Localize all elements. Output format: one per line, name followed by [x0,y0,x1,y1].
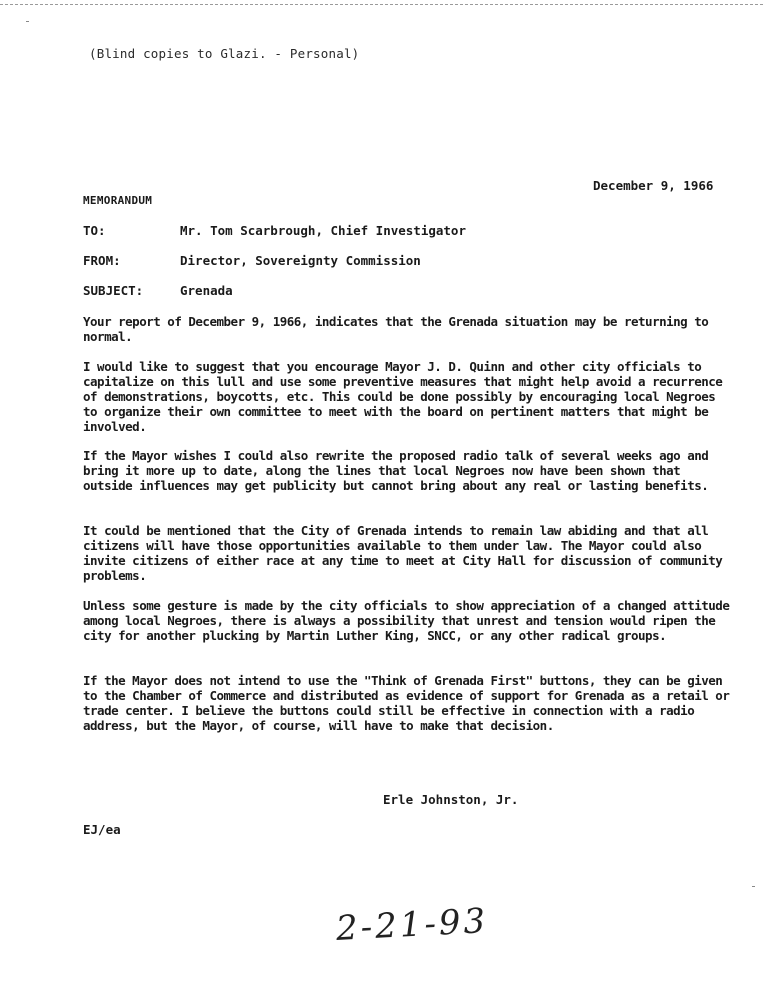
body-paragraph: If the Mayor does not intend to use the "Think of Grenada First" buttons, they can be given to the Chamber of Commerce and distributed as evidence of support for Grenada as a retail or trade center. I believe the buttons could still be effective in connection with a radio address, but the Mayor, of course, will have to make that decision. [83,673,730,733]
scan-speck [752,886,755,887]
to-label: TO: [83,223,106,238]
scan-top-edge [0,4,763,5]
memo-title: MEMORANDUM [83,194,153,207]
body-paragraph: Unless some gesture is made by the city officials to show appreciation of a changed attitude among local Negroes, there is always a possibility that unrest and tension would ripen the city for another plucking by Martin Luther King, SNCC, or any other radical groups. [83,598,730,643]
from-value: Director, Sovereignty Commission [180,253,421,268]
to-value: Mr. Tom Scarbrough, Chief Investigator [180,223,466,238]
subject-label: SUBJECT: [83,283,144,298]
blind-copies-note: (Blind copies to Glazi. - Personal) [89,46,360,61]
handwritten-annotation: 2-21-93 [335,901,490,949]
from-label: FROM: [83,253,121,268]
body-paragraph: I would like to suggest that you encourage Mayor J. D. Quinn and other city officials to capitalize on this lull and use some preventive measures that might help avoid a recurrence of demonstrations, boycotts, etc. This could be done possibly by encouraging local Negroes to organize their own committee to meet with the board on pertinent matters that might be involved. [83,359,723,434]
body-paragraph: If the Mayor wishes I could also rewrite the proposed radio talk of several weeks ago and bring it more up to date, along the lines that local Negroes now have been shown that outside influences may get publicity but cannot bring about any real or lasting benefits. [83,448,709,493]
memo-date: December 9, 1966 [593,178,714,193]
signature: Erle Johnston, Jr. [383,792,519,807]
subject-value: Grenada [180,283,233,298]
body-paragraph: Your report of December 9, 1966, indicates that the Grenada situation may be returning to normal. [83,314,709,344]
body-paragraph: It could be mentioned that the City of Grenada intends to remain law abiding and that all citizens will have those opportunities available to them under law. The Mayor could also invite citizens of either race at any time to meet at City Hall for discussion of community problems. [83,523,723,583]
scan-speck [26,21,29,22]
typist-initials: EJ/ea [83,822,121,837]
